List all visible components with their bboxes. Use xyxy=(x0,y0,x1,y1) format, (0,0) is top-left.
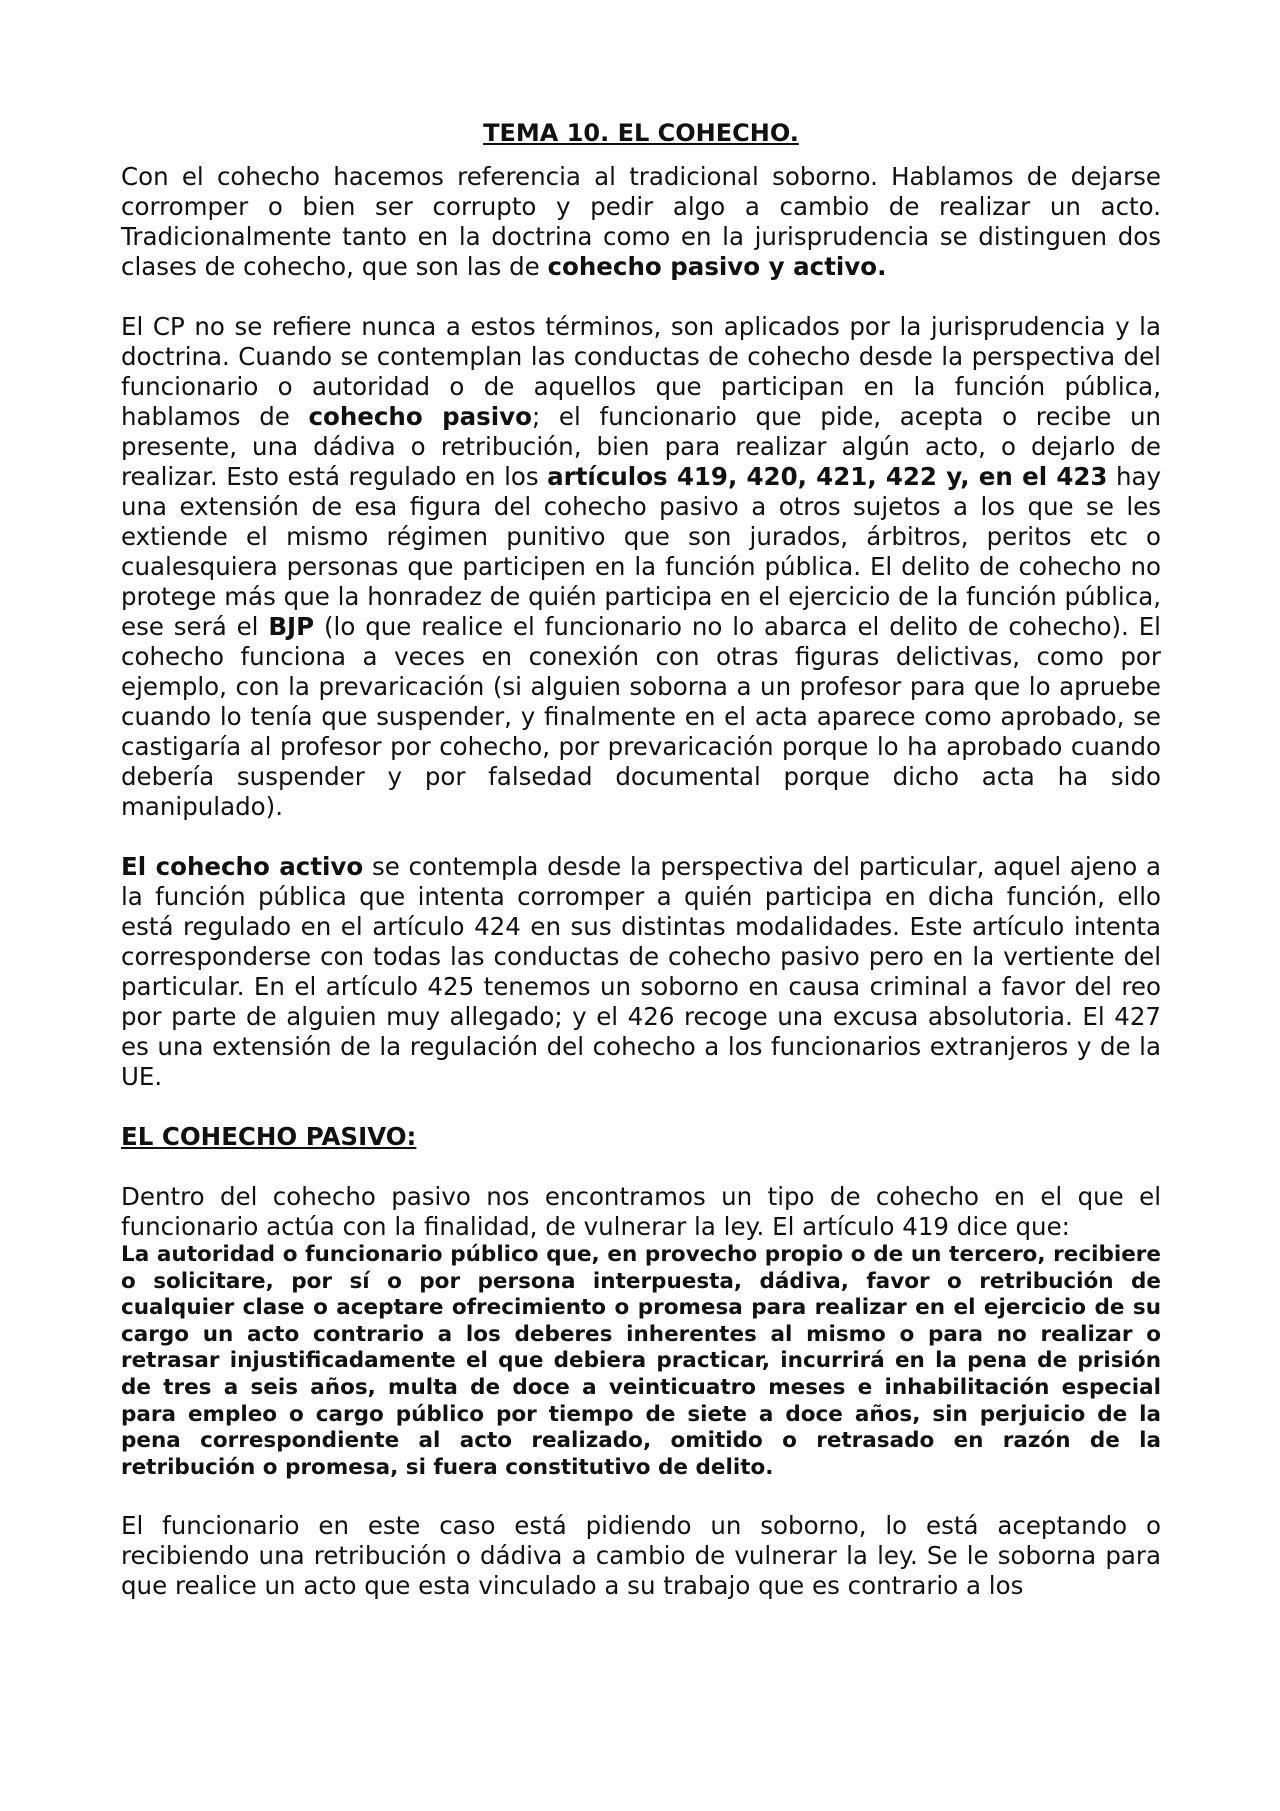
paragraph-cp-bold-3: BJP xyxy=(268,612,315,641)
paragraph-pasivo-text: Dentro del cohecho pasivo nos encontramos un tipo de cohecho en el que el funcionario actúa con la finalidad, de vulnerar la ley. El artículo 419 dice que: xyxy=(121,1182,1161,1241)
section-heading-pasivo: EL COHECHO PASIVO: xyxy=(121,1122,417,1151)
article-419-quote: La autoridad o funcionario público que, en provecho propio o de un tercero, recibiere o solicitare, por sí o por persona interpuesta, dádiva, favor o retribución de cualquier clase o aceptare ofrecimiento o promesa para realizar en el ejercicio de su cargo un acto contrario a los deberes inherentes al mismo o para no realizar o retrasar injustificadamente el que debiera practicar, incurrirá en la pena de prisión de tres a seis años, multa de doce a veinticuatro meses e inhabilitación especial para empleo o cargo público por tiempo de siete a doce años, sin perjuicio de la pena correspondiente al acto realizado, omitido o retrasado en razón de la retribución o promesa, si fuera constitutivo de delito. xyxy=(121,1242,1161,1480)
document-page xyxy=(121,118,1161,1631)
paragraph-intro-text: Con el cohecho hacemos referencia al tradicional soborno. Hablamos de dejarse corromper o bien ser corrupto y pedir algo a cambio de realizar un acto. Tradicionalmente tanto en la doctrina como en la jurisprudencia se distinguen dos clases de cohecho, que son las de xyxy=(121,162,1161,281)
page-title: TEMA 10. EL COHECHO. xyxy=(483,119,799,147)
paragraph-soborno-text: El funcionario en este caso está pidiendo un soborno, lo está aceptando o recibiendo una retribución o dádiva a cambio de vulnerar la ley. Se le soborna para que realice un acto que esta vinculado a su trabajo que es contrario a los xyxy=(121,1511,1161,1601)
paragraph-cp-bold-1: cohecho pasivo xyxy=(308,402,532,431)
paragraph-cp-text-1: El CP no se refiere nunca a estos términos, son aplicados por la jurisprudencia y la doctrina. Cuando se contemplan las conductas de cohecho desde la perspectiva del funcionario o autoridad o de aquellos que participan en la función pública, hablamos de xyxy=(121,312,1161,431)
paragraph-activo xyxy=(121,852,1161,1092)
paragraph-intro-bold: cohecho pasivo y activo. xyxy=(547,252,887,281)
paragraph-cp-text-2: ; el funcionario que pide, acepta o recibe un presente, una dádiva o retribución, bien para realizar algún acto, o dejarlo de realizar. Esto está regulado en los xyxy=(121,402,1162,491)
paragraph-soborno xyxy=(121,1511,1161,1601)
paragraph-cp-bold-2: artículos 419, 420, 421, 422 y, en el 423 xyxy=(547,462,1108,491)
paragraph-pasivo xyxy=(121,1182,1161,1481)
paragraph-cp-text-3: hay una extensión de esa figura del cohecho pasivo a otros sujetos a los que se les extiende el mismo régimen punitivo que son jurados, árbitros, peritos etc o cualesquiera personas que participen en la función pública. El delito de cohecho no protege más que la honradez de quién participa en el ejercicio de la función pública, ese será el xyxy=(121,462,1161,641)
paragraph-activo-text: se contempla desde la perspectiva del particular, aquel ajeno a la función pública que intenta corromper a quién participa en dicha función, ello está regulado en el artículo 424 en sus distintas modalidades. Este artículo intenta corresponderse con todas las conductas de cohecho pasivo pero en la vertiente del particular. En el artículo 425 tenemos un soborno en causa criminal a favor del reo por parte de alguien muy allegado; y el 426 recoge una excusa absolutoria. El 427 es una extensión de la regulación del cohecho a los funcionarios extranjeros y de la UE. xyxy=(121,852,1162,1091)
paragraph-cp-text-4: (lo que realice el funcionario no lo abarca el delito de cohecho). El cohecho funciona a veces en conexión con otras figuras delictivas, como por ejemplo, con la prevaricación (si alguien soborna a un profesor para que lo apruebe cuando lo tenía que suspender, y finalmente en el acta aparece como aprobado, se castigaría al profesor por cohecho, por prevaricación porque lo ha aprobado cuando debería suspender y por falsedad documental porque dicho acta ha sido manipulado). xyxy=(121,612,1161,821)
paragraph-activo-bold: El cohecho activo xyxy=(121,852,364,881)
paragraph-intro xyxy=(121,162,1161,282)
paragraph-cp xyxy=(121,312,1161,822)
